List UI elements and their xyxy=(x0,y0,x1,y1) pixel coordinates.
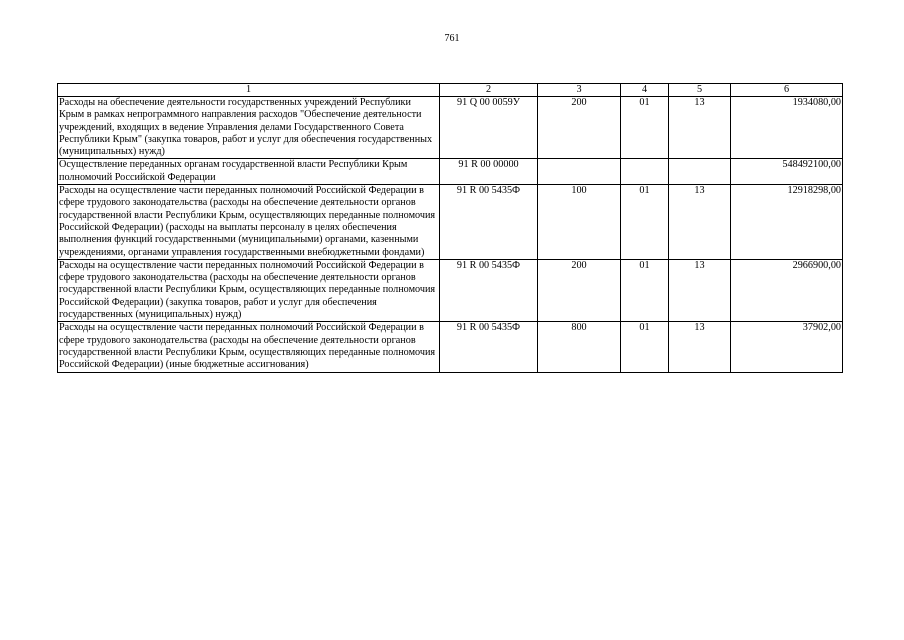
expense-name-cell: Расходы на осуществление части переданных полномочий Российской Федерации в сфере трудового законодательства (расходы на обеспечение деятельности органов государственной власти Республики Крым, осуществляющих переданные полномочия Российской Федерации) (закупка товаров, работ и услуг для обеспечения государственных (муниципальных) нужд) xyxy=(58,259,440,321)
expense-type-cell: 100 xyxy=(538,185,621,260)
column-header: 1 xyxy=(58,84,440,97)
target-code-cell: 91 R 00 5435Ф xyxy=(440,185,538,260)
expense-type-cell: 800 xyxy=(538,322,621,372)
subsection-cell: 13 xyxy=(669,97,731,159)
target-code-cell: 91 R 00 00000 xyxy=(440,159,538,185)
amount-cell: 1934080,00 xyxy=(731,97,843,159)
subsection-cell xyxy=(669,159,731,185)
target-code-cell: 91 R 00 5435Ф xyxy=(440,322,538,372)
subsection-cell: 13 xyxy=(669,259,731,321)
expense-type-cell: 200 xyxy=(538,97,621,159)
page-number: 761 xyxy=(444,33,460,44)
section-cell: 01 xyxy=(621,322,669,372)
table-header-row xyxy=(58,84,843,97)
section-cell: 01 xyxy=(621,259,669,321)
column-header: 3 xyxy=(538,84,621,97)
target-code-cell: 91 Q 00 0059У xyxy=(440,97,538,159)
expense-name-cell: Расходы на осуществление части переданных полномочий Российской Федерации в сфере трудового законодательства (расходы на обеспечение деятельности органов государственной власти Республики Крым, осуществляющих переданные полномочия Российской Федерации) (иные бюджетные ассигнования) xyxy=(58,322,440,372)
expense-name-cell: Расходы на обеспечение деятельности государственных учреждений Республики Крым в рамках непрограммного направления расходов "Обеспечение деятельности учреждений, входящих в ведение Управления делами Государственного Совета Республики Крым" (закупка товаров, работ и услуг для обеспечения государственных (муниципальных) нужд) xyxy=(58,97,440,159)
table-row xyxy=(58,185,843,260)
subsection-cell: 13 xyxy=(669,322,731,372)
column-header: 6 xyxy=(731,84,843,97)
expense-type-cell xyxy=(538,159,621,185)
amount-cell: 2966900,00 xyxy=(731,259,843,321)
table-row xyxy=(58,97,843,159)
column-header: 5 xyxy=(669,84,731,97)
subsection-cell: 13 xyxy=(669,185,731,260)
target-code-cell: 91 R 00 5435Ф xyxy=(440,259,538,321)
amount-cell: 548492100,00 xyxy=(731,159,843,185)
amount-cell: 12918298,00 xyxy=(731,185,843,260)
column-header: 4 xyxy=(621,84,669,97)
expense-name-cell: Осуществление переданных органам государственной власти Республики Крым полномочий Российской Федерации xyxy=(58,159,440,185)
expense-type-cell: 200 xyxy=(538,259,621,321)
table-row xyxy=(58,322,843,372)
expense-name-cell: Расходы на осуществление части переданных полномочий Российской Федерации в сфере трудового законодательства (расходы на обеспечение деятельности органов государственной власти Республики Крым, осуществляющих переданные полномочия Российской Федерации) (расходы на выплаты персоналу в целях обеспечения выполнения функций государственными (муниципальными) органами, казенными учреждениями, органами управления государственными внебюджетными фондами) xyxy=(58,185,440,260)
table-row xyxy=(58,259,843,321)
section-cell: 01 xyxy=(621,185,669,260)
section-cell xyxy=(621,159,669,185)
budget-table xyxy=(57,83,843,373)
column-header: 2 xyxy=(440,84,538,97)
amount-cell: 37902,00 xyxy=(731,322,843,372)
section-cell: 01 xyxy=(621,97,669,159)
table-row xyxy=(58,159,843,185)
